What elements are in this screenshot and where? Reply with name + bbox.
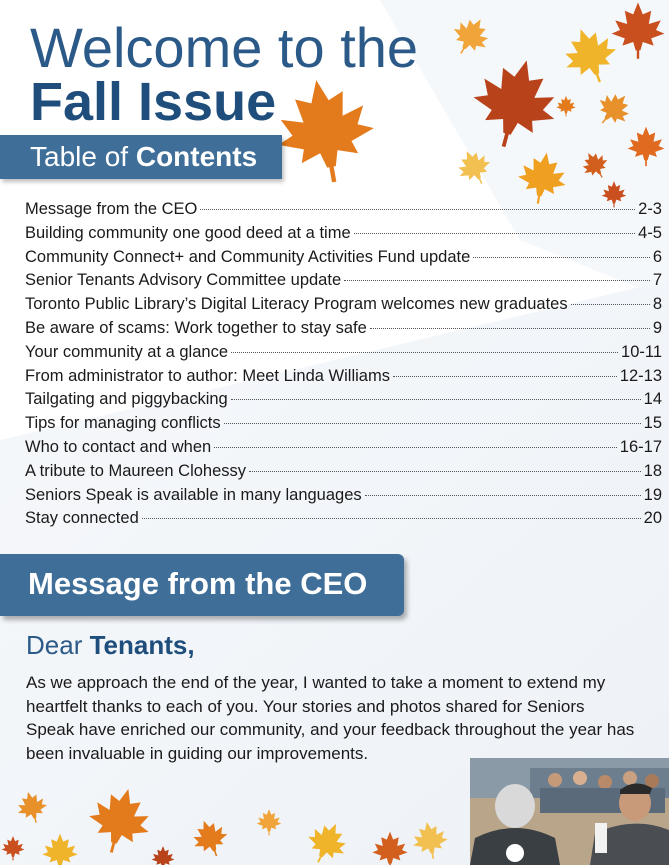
toc-item[interactable] <box>25 271 662 295</box>
toc-leader <box>249 471 641 472</box>
table-of-contents <box>25 200 662 533</box>
toc-item[interactable] <box>25 295 662 319</box>
ceo-section-title: Message from the CEO <box>28 566 368 601</box>
toc-item-title: A tribute to Maureen Clohessy <box>25 461 247 480</box>
toc-leader <box>231 352 618 353</box>
toc-leader <box>344 280 650 281</box>
toc-item-page: 9 <box>652 318 662 337</box>
toc-leader <box>571 304 650 305</box>
toc-item[interactable] <box>25 367 662 391</box>
toc-item-page: 6 <box>652 247 662 266</box>
toc-item-page: 20 <box>643 509 662 528</box>
toc-item-page: 2-3 <box>638 200 662 218</box>
toc-item-page: 18 <box>643 461 662 480</box>
toc-item-title: Stay connected <box>25 509 139 528</box>
toc-item-page: 7 <box>652 271 662 290</box>
greeting-bold: Tenants, <box>89 630 195 660</box>
toc-item[interactable] <box>25 224 662 248</box>
toc-item-page: 10-11 <box>621 342 662 361</box>
toc-item-title: Your community at a glance <box>25 342 229 361</box>
toc-item-title: Seniors Speak is available in many languages <box>25 485 362 504</box>
toc-item-page: 16-17 <box>619 437 662 456</box>
letter-greeting <box>26 628 195 662</box>
toc-leader <box>224 423 641 424</box>
toc-item-title: Who to contact and when <box>25 437 212 456</box>
toc-item-page: 15 <box>643 414 662 433</box>
toc-item-title: Message from the CEO <box>25 200 198 218</box>
page-title-line2: Fall Issue <box>30 72 277 132</box>
toc-heading-regular: Table of <box>30 141 136 172</box>
toc-item[interactable] <box>25 390 662 414</box>
toc-item[interactable] <box>25 486 662 510</box>
toc-item-page: 8 <box>652 295 662 314</box>
toc-heading <box>30 141 257 173</box>
toc-item-title: Toronto Public Library’s Digital Literacy Program welcomes new graduates <box>25 295 568 314</box>
toc-item[interactable] <box>25 200 662 224</box>
toc-item-page: 12-13 <box>619 366 662 385</box>
toc-leader <box>393 376 617 377</box>
toc-leader <box>354 233 636 234</box>
toc-item[interactable] <box>25 343 662 367</box>
community-photo <box>470 758 669 865</box>
toc-leader <box>214 447 617 448</box>
page-title-line1: Welcome to the <box>30 16 419 79</box>
greeting-regular: Dear <box>26 630 90 660</box>
toc-item[interactable] <box>25 248 662 272</box>
toc-item-page: 19 <box>643 485 662 504</box>
toc-leader <box>370 328 650 329</box>
toc-item-title: Building community one good deed at a time <box>25 223 351 242</box>
toc-item[interactable] <box>25 414 662 438</box>
toc-item-title: From administrator to author: Meet Linda Williams <box>25 366 390 385</box>
toc-item-page: 4-5 <box>638 223 662 242</box>
toc-heading-bold: Contents <box>135 141 258 172</box>
toc-item-title: Community Connect+ and Community Activities Fund update <box>25 247 471 266</box>
letter-body: As we approach the end of the year, I wanted to take a moment to extend my heartfelt thanks to each of you. Your stories and photos shared for Seniors Speak have enriched our community, and your feedback throughout the year has been invaluable in guiding our improvements. <box>26 673 635 763</box>
toc-leader <box>142 518 641 519</box>
toc-leader <box>365 495 641 496</box>
toc-item[interactable] <box>25 319 662 343</box>
toc-item[interactable] <box>25 438 662 462</box>
toc-item-title: Tailgating and piggybacking <box>25 390 228 409</box>
toc-item[interactable] <box>25 509 662 533</box>
toc-item-page: 14 <box>643 390 662 409</box>
toc-leader <box>231 399 641 400</box>
toc-item-title: Be aware of scams: Work together to stay safe <box>25 318 367 337</box>
toc-item-title: Senior Tenants Advisory Committee update <box>25 271 342 290</box>
toc-item[interactable] <box>25 462 662 486</box>
toc-item-title: Tips for managing conflicts <box>25 414 221 433</box>
toc-leader <box>473 257 650 258</box>
toc-leader <box>200 209 635 210</box>
